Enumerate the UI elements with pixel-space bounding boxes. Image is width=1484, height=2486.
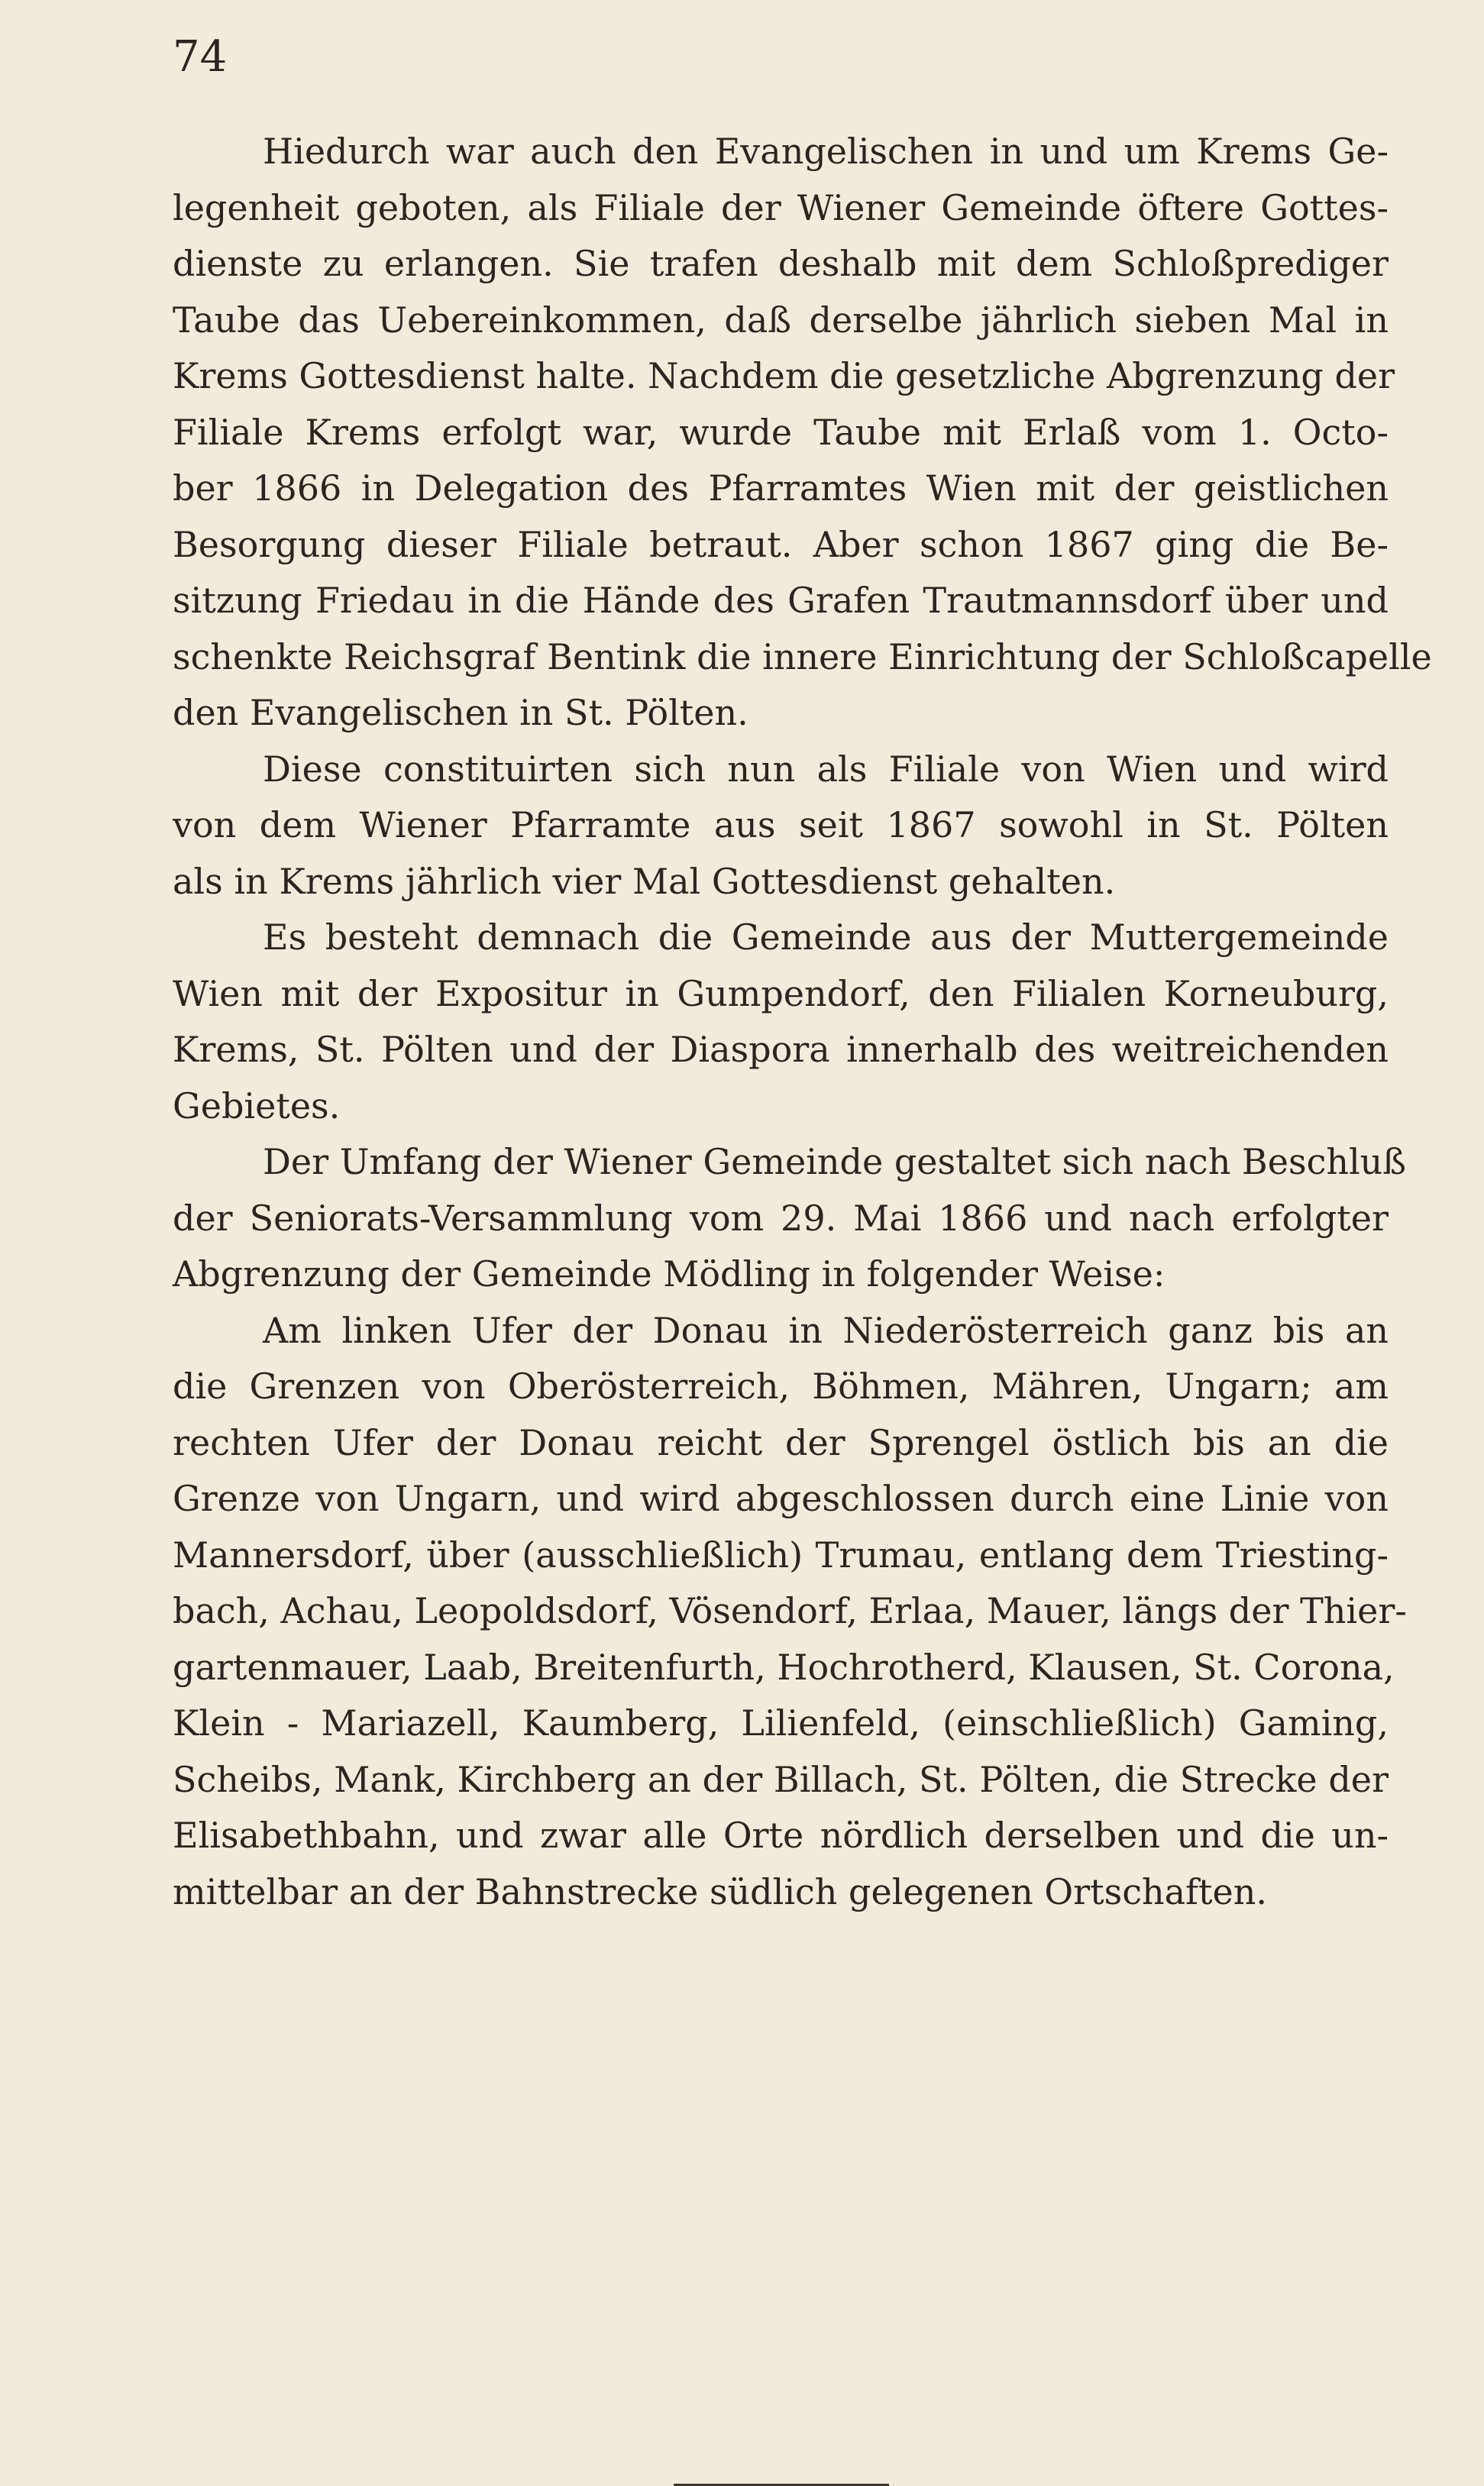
text-line: den Evangelischen in St. Pölten. — [173, 692, 748, 733]
text-line: Der Umfang der Wiener Gemeinde gestaltet sich nach Beschluß — [263, 1141, 1407, 1182]
text-line: Elisabethbahn, und zwar alle Orte nördlich derselben und die un- — [173, 1815, 1389, 1856]
text-line: Taube das Uebereinkommen, daß derselbe jährlich sieben Mal in — [173, 299, 1389, 341]
text-line: Es besteht demnach die Gemeinde aus der Muttergemeinde — [263, 916, 1389, 958]
text-line: Scheibs, Mank, Kirchberg an der Billach, St. Pölten, die Strecke der — [173, 1758, 1389, 1800]
text-line: rechten Ufer der Donau reicht der Sprengel östlich bis an die — [173, 1421, 1389, 1463]
text-line: Gebietes. — [173, 1085, 341, 1127]
text-line: Krems Gottesdienst halte. Nachdem die gesetzliche Abgrenzung der — [173, 355, 1395, 396]
text-line: Diese constituirten sich nun als Filiale von Wien und wird — [263, 748, 1389, 790]
paragraph-gemeinde-bestand — [173, 910, 1389, 1134]
text-line: Grenze von Ungarn, und wird abgeschlossen durch eine Linie von — [173, 1478, 1389, 1519]
text-line: Filiale Krems erfolgt war, wurde Taube mit Erlaß vom 1. Octo- — [173, 411, 1389, 453]
text-line: legenheit geboten, als Filiale der Wiener Gemeinde öftere Gottes- — [173, 186, 1389, 228]
text-line: ber 1866 in Delegation des Pfarramtes Wien mit der geistlichen — [173, 467, 1389, 509]
text-line: dienste zu erlangen. Sie trafen deshalb mit dem Schloßprediger — [173, 243, 1389, 284]
paragraph-umfang — [173, 1134, 1407, 1303]
text-line: Abgrenzung der Gemeinde Mödling in folgender Weise: — [173, 1253, 1166, 1295]
text-line: als in Krems jährlich vier Mal Gottesdienst gehalten. — [173, 860, 1116, 902]
text-line: Krems, St. Pölten und der Diaspora innerhalb des weitreichenden — [173, 1029, 1389, 1070]
text-line: von dem Wiener Pfarramte aus seit 1867 sowohl in St. Pölten — [173, 804, 1389, 845]
paragraph-st-poelten — [173, 742, 1389, 910]
text-line: sitzung Friedau in die Hände des Grafen Trautmannsdorf über und — [173, 580, 1389, 621]
text-line: Hiedurch war auch den Evangelischen in und um Krems Ge- — [263, 131, 1389, 172]
paragraph-grenzen — [173, 1303, 1407, 1921]
paragraph-krems-filiale — [173, 124, 1432, 742]
text-line: Klein - Mariazell, Kaumberg, Lilienfeld, (einschließlich) Gaming, — [173, 1702, 1389, 1744]
text-line: Besorgung dieser Filiale betraut. Aber schon 1867 ging die Be- — [173, 523, 1389, 565]
body-text — [173, 124, 1432, 1920]
text-line: Wien mit der Expositur in Gumpendorf, den Filialen Korneuburg, — [173, 972, 1389, 1014]
text-line: mittelbar an der Bahnstrecke südlich gelegenen Ortschaften. — [173, 1870, 1268, 1912]
text-line: bach, Achau, Leopoldsdorf, Vösendorf, Erlaa, Mauer, längs der Thier- — [173, 1590, 1407, 1631]
text-line: Mannersdorf, über (ausschließlich) Trumau, entlang dem Triesting- — [173, 1534, 1389, 1576]
text-line: gartenmauer, Laab, Breitenfurth, Hochrotherd, Klausen, St. Corona, — [173, 1646, 1395, 1688]
text-line: Am linken Ufer der Donau in Niederösterreich ganz bis an — [263, 1309, 1389, 1351]
page-number: 74 — [173, 32, 228, 82]
text-line: schenkte Reichsgraf Bentink die innere Einrichtung der Schloßcapelle — [173, 635, 1432, 677]
text-line: der Seniorats-Versammlung vom 29. Mai 1866 und nach erfolgter — [173, 1197, 1389, 1239]
text-line: die Grenzen von Oberösterreich, Böhmen, Mähren, Ungarn; am — [173, 1366, 1389, 1407]
